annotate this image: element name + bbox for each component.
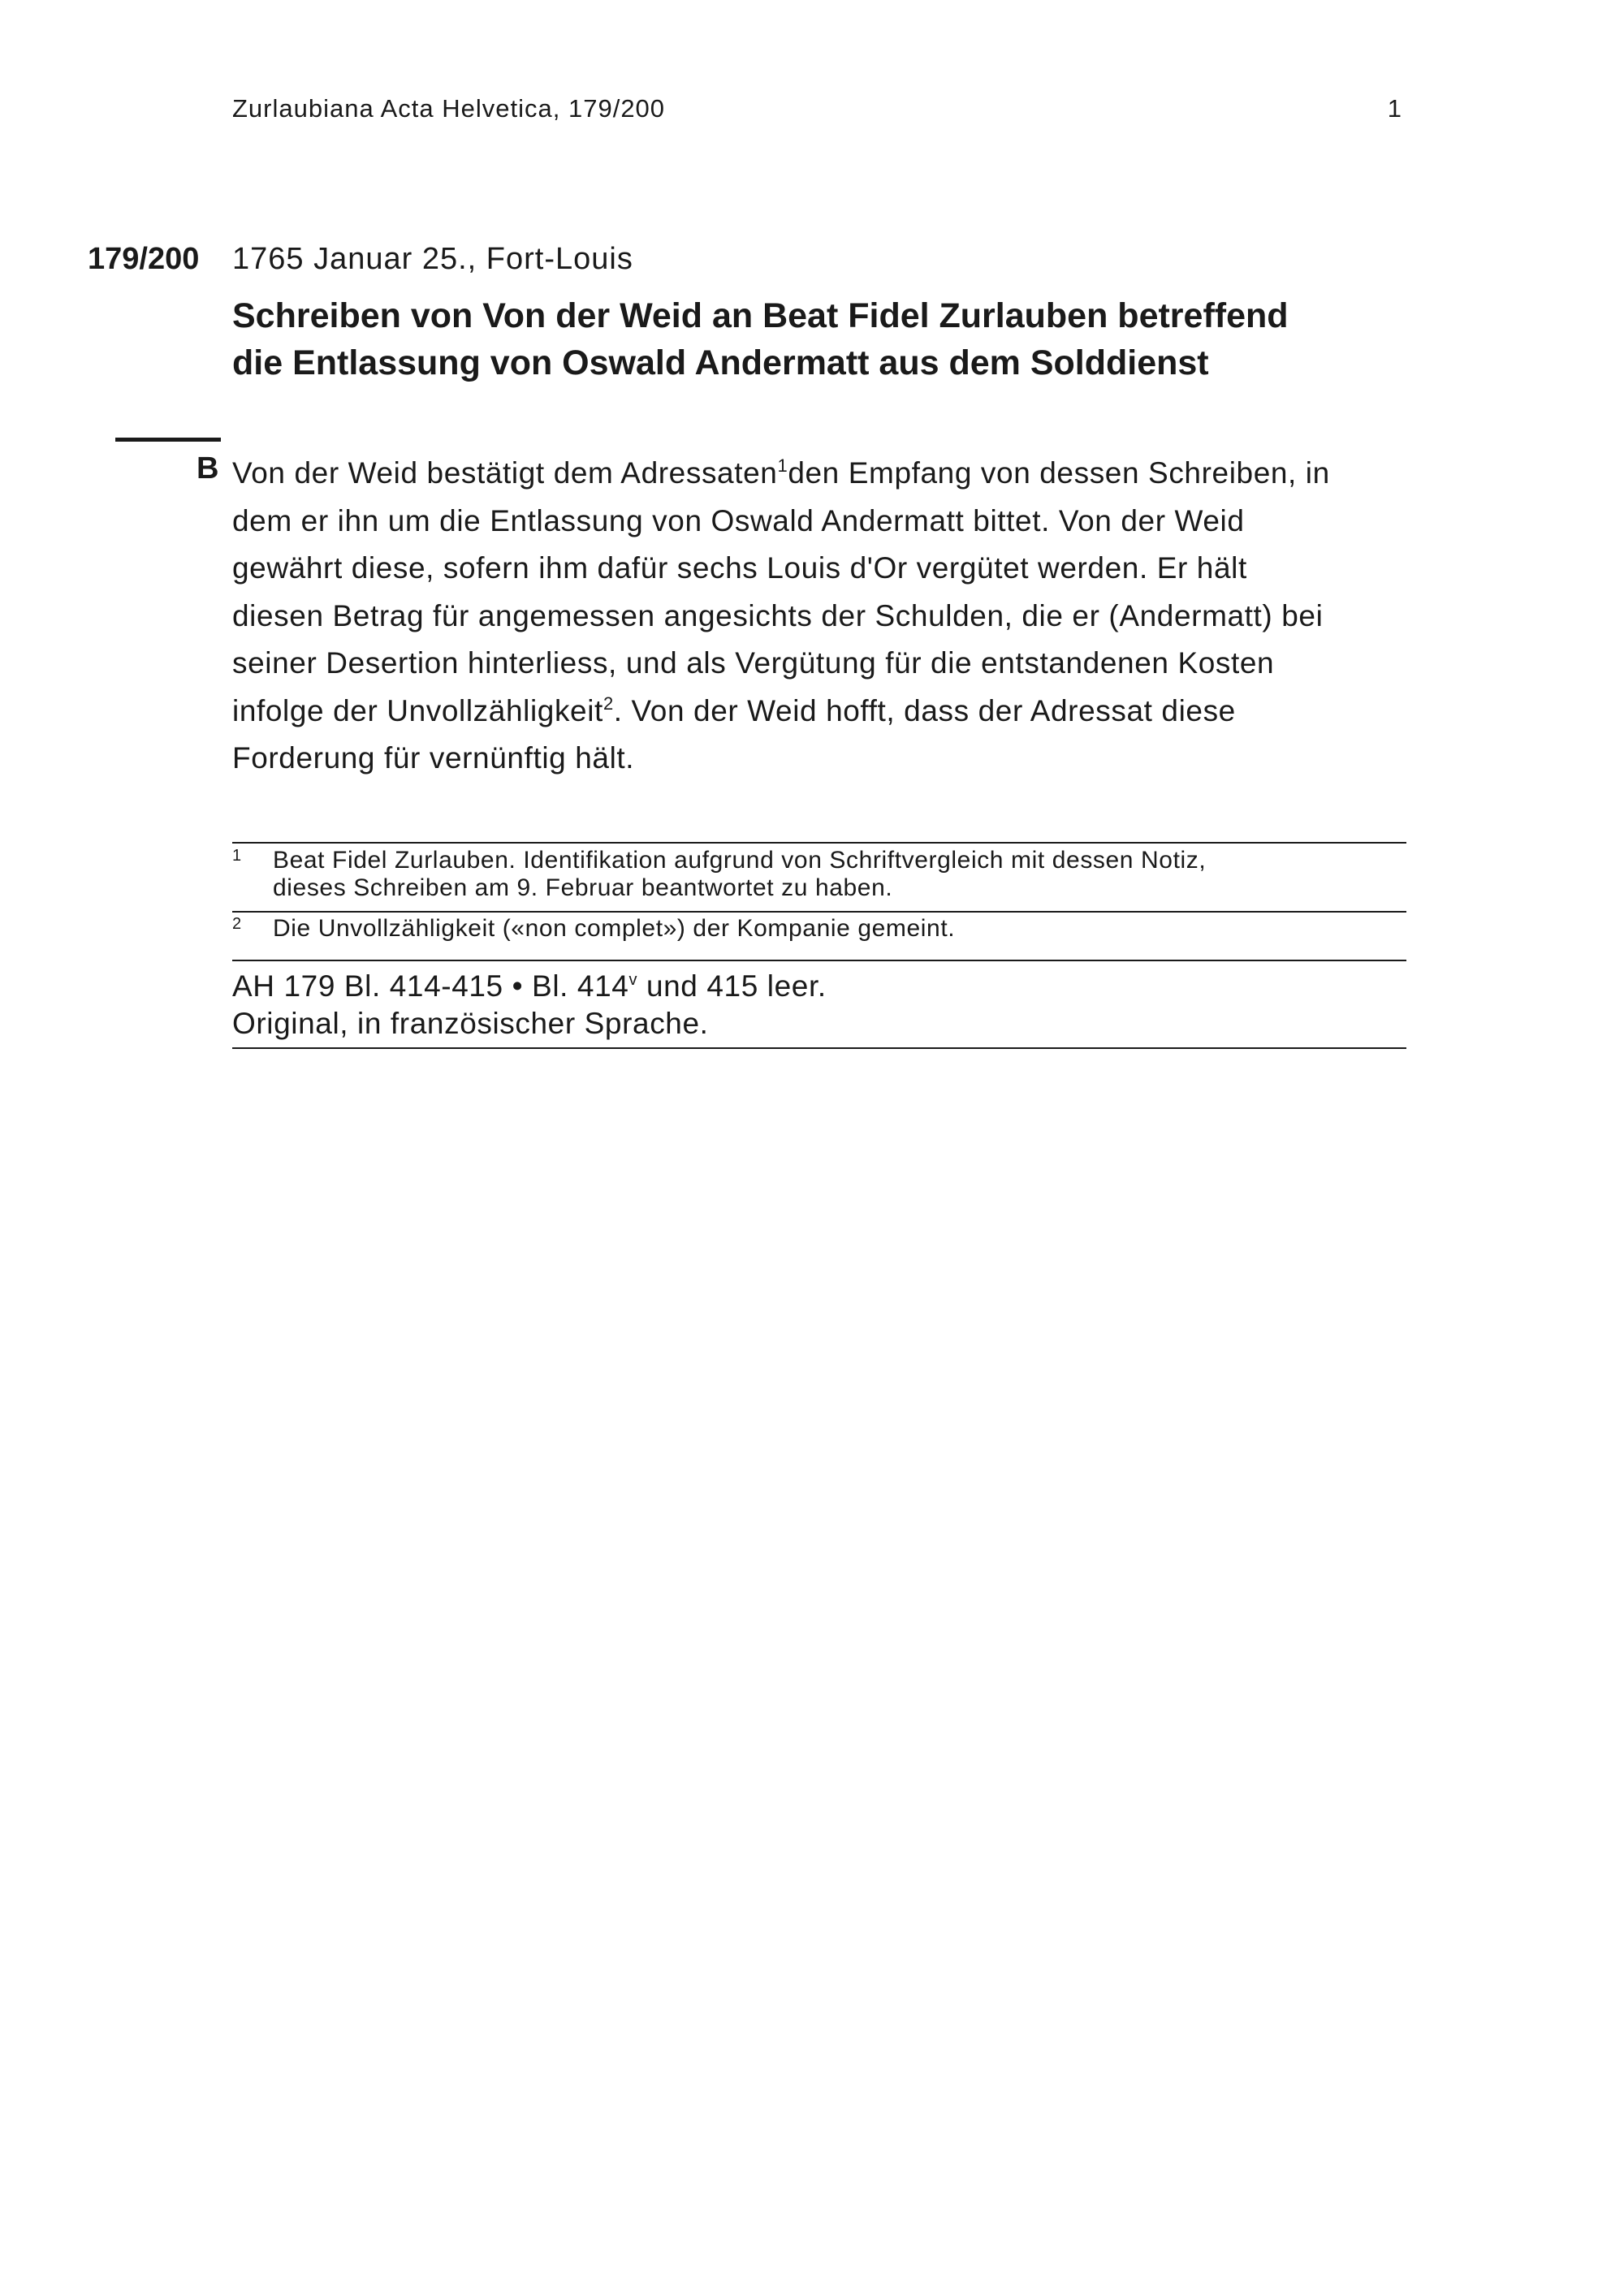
document-title-line: die Entlassung von Oswald Andermatt aus dem Solddienst: [232, 343, 1209, 382]
source-line: [232, 968, 1402, 1005]
footnote-number: 2: [232, 915, 242, 933]
regest-text-segment: Von der Weid bestätigt dem Adressaten: [232, 456, 778, 490]
verso-marker: v: [628, 971, 638, 989]
footnote-line: Beat Fidel Zurlauben. Identifikation aufgrund von Schriftvergleich mit dessen Notiz,: [273, 847, 1207, 874]
regest-line: seiner Desertion hinterliess, und als Vergütung für die entstandenen Kosten: [232, 646, 1275, 680]
source-note: [232, 968, 1402, 1042]
footnote-rule: [232, 842, 1406, 844]
regest-line: [232, 450, 1418, 498]
footnote-number: 1: [232, 847, 242, 865]
running-title: Zurlaubiana Acta Helvetica, 179/200: [232, 94, 666, 123]
regest-text-segment: infolge der Unvollzähligkeit: [232, 693, 603, 727]
footnote-rule: [232, 911, 1406, 913]
source-text-segment: AH 179 Bl. 414-415 • Bl. 414: [232, 969, 629, 1003]
regest-line: dem er ihn um die Entlassung von Oswald Andermatt bittet. Von der Weid: [232, 503, 1245, 537]
regest-line: diesen Betrag für angemessen angesichts der Schulden, die er (Andermatt) bei: [232, 598, 1324, 632]
document-number: 179/200: [88, 242, 200, 276]
footnote-reference[interactable]: 2: [603, 693, 614, 714]
footnote-line: dieses Schreiben am 9. Februar beantwortet zu haben.: [273, 874, 893, 901]
regest-marker: B: [197, 451, 219, 486]
source-rule-top: [232, 960, 1406, 961]
regest-text: [232, 450, 1418, 783]
document-date-place: 1765 Januar 25., Fort-Louis: [232, 242, 633, 276]
document-title-line: Schreiben von Von der Weid an Beat Fidel Zurlauben betreffend: [232, 296, 1289, 335]
regest-line: [232, 688, 1418, 736]
footnote-text: [273, 847, 1393, 902]
regest-text-segment: den Empfang von dessen Schreiben, in: [788, 456, 1330, 490]
page-number: 1: [1387, 94, 1402, 123]
document-title: [232, 292, 1402, 386]
source-rule-bottom: [232, 1047, 1406, 1049]
regest-text-segment: . Von der Weid hofft, dass der Adressat diese: [613, 693, 1236, 727]
footnote-reference[interactable]: 1: [777, 455, 788, 476]
regest-line: gewährt diese, sofern ihm dafür sechs Louis d'Or vergütet werden. Er hält: [232, 551, 1247, 585]
regest-line: Forderung für vernünftig hält.: [232, 741, 635, 775]
footnote-text: [273, 915, 1393, 943]
margin-rule: [115, 438, 221, 442]
source-text-segment: und 415 leer.: [637, 969, 827, 1003]
footnote-line: Die Unvollzähligkeit («non complet») der Kompanie gemeint.: [273, 915, 956, 942]
source-line: Original, in französischer Sprache.: [232, 1007, 709, 1040]
